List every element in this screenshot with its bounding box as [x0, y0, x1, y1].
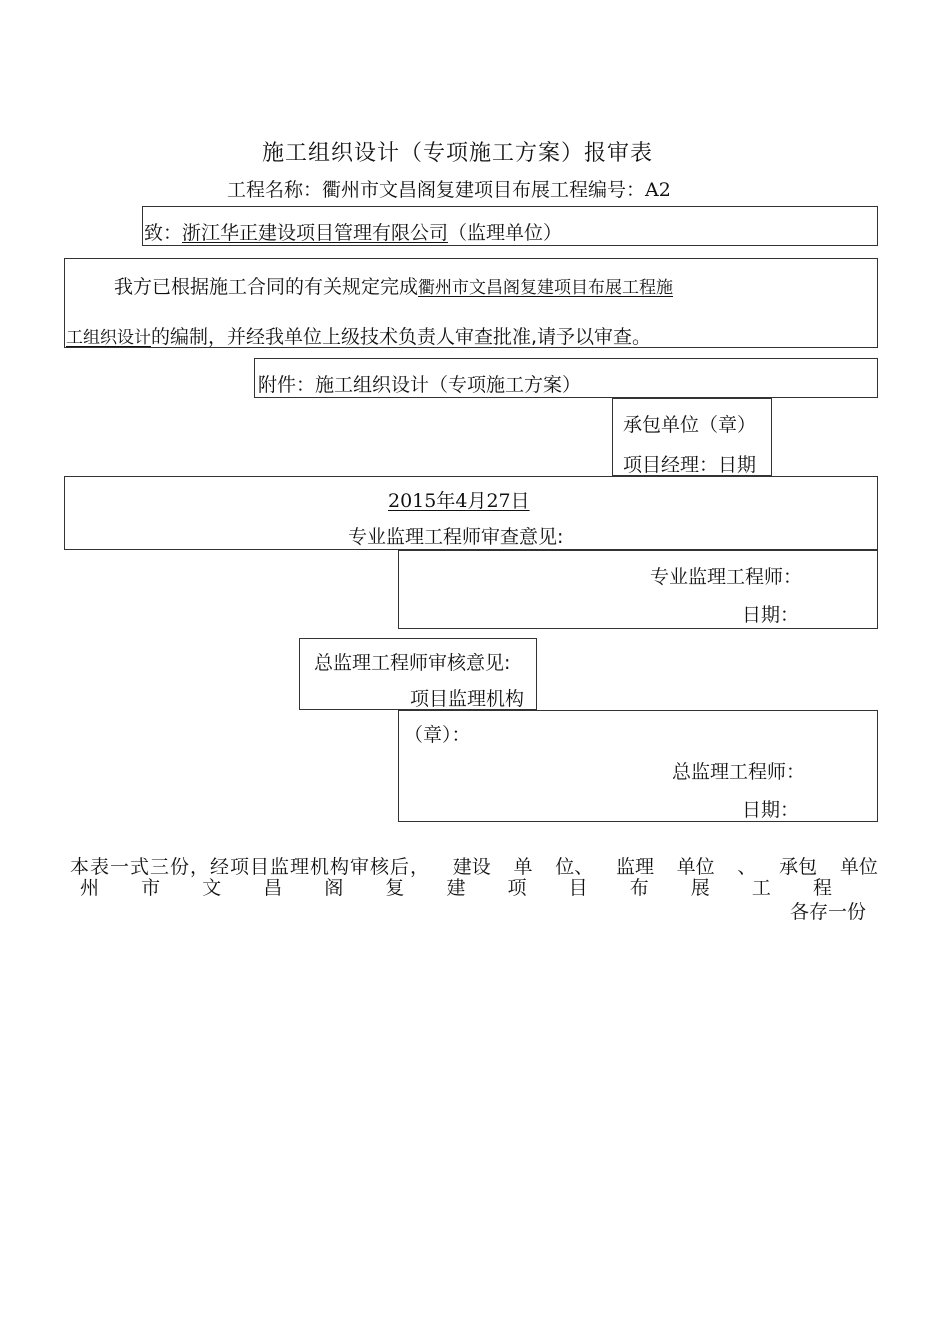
signed-date: 2015年4月27日	[388, 490, 530, 512]
addressee-line	[144, 218, 562, 245]
project-manager-date-label: 项目经理：日期	[623, 454, 757, 476]
footer-note-row-2	[80, 873, 832, 900]
footer-char: 布	[629, 877, 649, 899]
addressee-suffix: （监理单位）	[448, 222, 563, 244]
chief-date-label: 日期：	[742, 799, 800, 821]
project-name-label: 工程名称：	[227, 179, 323, 201]
footer-char: 市	[141, 877, 161, 899]
footer-char: 州	[80, 877, 100, 899]
footer-char: 复	[385, 877, 405, 899]
footer-char: 阁	[324, 877, 344, 899]
footer-note-row-3: 各存一份	[790, 901, 867, 923]
footer-word: 、	[737, 856, 757, 878]
specialist-date-label: 日期：	[742, 604, 800, 626]
chief-opinion-label: 总监理工程师审核意见:	[314, 652, 511, 674]
form-number-label: 编号：	[588, 179, 646, 201]
statement-text-2: 的编制，并经我单位上级技术负责人审查批准,请予以审查。	[151, 326, 652, 348]
footer-word: 单	[513, 856, 533, 878]
footer-word: 本表一式三份，经项目监理机构审核后，	[70, 856, 431, 878]
statement-line-2	[66, 322, 651, 349]
project-name: 衢州市文昌阁复建项目布展工程	[322, 179, 589, 201]
project-line	[227, 175, 671, 202]
form-title: 施工组织设计（专项施工方案）报审表	[262, 141, 654, 166]
addressee-prefix: 致：	[144, 222, 183, 244]
footer-char: 建	[446, 877, 466, 899]
attachment-text: 附件：施工组织设计（专项施工方案）	[258, 374, 582, 396]
chief-seal-label: （章）：	[404, 724, 471, 746]
specialist-signature-box	[398, 550, 878, 629]
footer-char: 昌	[263, 877, 283, 899]
specialist-engineer-label: 专业监理工程师：	[650, 566, 803, 588]
footer-word: 监理	[615, 856, 654, 878]
footer-word: 位、	[555, 856, 594, 878]
statement-line-1	[114, 272, 673, 299]
statement-text-1: 我方已根据施工合同的有关规定完成	[114, 276, 419, 298]
footer-word: 单位	[839, 856, 878, 878]
statement-project-1: 衢州市文昌阁复建项目布展工程施	[418, 278, 674, 298]
footer-word: 承包	[779, 856, 818, 878]
specialist-opinion-label: 专业监理工程师审查意见:	[348, 526, 564, 548]
chief-engineer-label: 总监理工程师：	[672, 761, 806, 783]
footer-char: 项	[507, 877, 527, 899]
form-number: A2	[645, 179, 671, 201]
footer-char: 目	[568, 877, 588, 899]
footer-char: 文	[202, 877, 222, 899]
footer-char: 工	[751, 877, 771, 899]
contractor-seal-label: 承包单位（章）	[623, 414, 757, 436]
statement-project-2: 工组织设计	[66, 328, 151, 348]
footer-word: 单位	[676, 856, 715, 878]
supervision-company: 浙江华正建设项目管理有限公司	[182, 222, 449, 244]
footer-word: 建设	[452, 856, 491, 878]
footer-char: 程	[812, 877, 832, 899]
supervision-org-label: 项目监理机构	[410, 688, 525, 710]
footer-char: 展	[690, 877, 710, 899]
